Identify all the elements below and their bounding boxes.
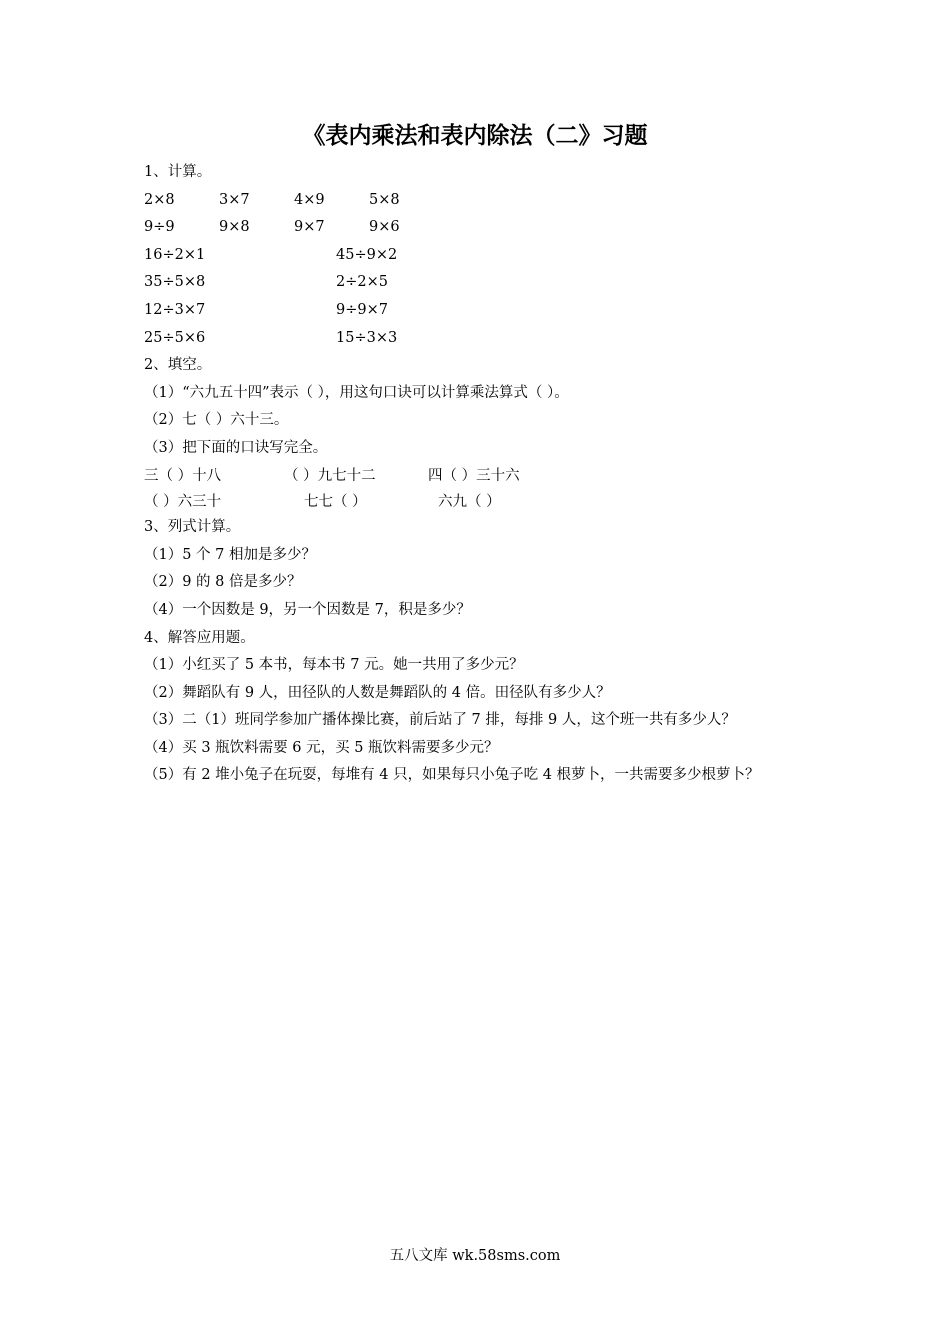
calc-item: 4×9 xyxy=(294,191,325,208)
calc-pair-row xyxy=(144,297,824,325)
calc-item: 35÷5×8 xyxy=(144,274,206,291)
calc-item: 45÷9×2 xyxy=(336,246,398,263)
page-title: 《表内乘法和表内除法（二》习题 xyxy=(302,122,648,149)
calc-pair-row xyxy=(144,325,824,353)
calc-item: 16÷2×1 xyxy=(144,246,206,263)
footer-watermark: 五八文库 wk.58sms.com xyxy=(389,1248,561,1264)
calc-item: 9×6 xyxy=(369,219,400,236)
section3-heading: 3、列式计算。 xyxy=(144,519,241,536)
mnemonic-item: （ ）九七十二 xyxy=(284,467,376,484)
calc-item: 5×8 xyxy=(369,191,400,208)
calc-pair-row xyxy=(144,242,824,270)
calc-item: 2÷2×5 xyxy=(336,274,388,291)
mnemonic-item: 六九（ ） xyxy=(438,494,501,511)
calc-item: 9÷9×7 xyxy=(336,301,388,318)
calc-item: 12÷3×7 xyxy=(144,301,206,318)
calc-item: 9×8 xyxy=(219,219,250,236)
mnemonic-row-2 xyxy=(144,490,824,514)
mnemonic-item: 三（ ）十八 xyxy=(144,467,222,484)
calc-item: 3×7 xyxy=(219,191,250,208)
calc-pair-row xyxy=(144,269,824,297)
word-problem: （1）小红买了 5 本书，每本书 7 元。她一共用了多少元？ xyxy=(144,657,524,674)
calc-item: 2×8 xyxy=(144,191,175,208)
expression-question: （1）5 个 7 相加是多少？ xyxy=(144,546,317,563)
exercise-content xyxy=(144,159,824,790)
word-problem: （3）二（1）班同学参加广播体操比赛，前后站了 7 排，每排 9 人，这个班一共有多少人？ xyxy=(144,712,736,729)
expression-question: （2）9 的 8 倍是多少？ xyxy=(144,574,302,591)
expression-question: （4）一个因数是 9，另一个因数是 7，积是多少？ xyxy=(144,601,471,618)
word-problem: （4）买 3 瓶饮料需要 6 元，买 5 瓶饮料需要多少元？ xyxy=(144,739,499,756)
mnemonic-row-1 xyxy=(144,463,824,491)
mnemonic-item: （ ）六三十 xyxy=(144,494,222,511)
fill-question: （2）七（ ）六十三。 xyxy=(144,412,289,429)
calc-row-1 xyxy=(144,187,824,215)
word-problem: （2）舞蹈队有 9 人，田径队的人数是舞蹈队的 4 倍。田径队有多少人？ xyxy=(144,684,611,701)
mnemonic-item: 四（ ）三十六 xyxy=(428,467,520,484)
calc-item: 9÷9 xyxy=(144,219,175,236)
fill-question: （3）把下面的口诀写完全。 xyxy=(144,439,328,456)
section1-heading: 1、计算。 xyxy=(144,164,212,180)
calc-row-2 xyxy=(144,214,824,242)
calc-item: 25÷5×6 xyxy=(144,329,206,346)
fill-question: （1）“六九五十四”表示（ ），用这句口诀可以计算乘法算式（ ）。 xyxy=(144,384,569,401)
section2-heading: 2、填空。 xyxy=(144,357,212,374)
calc-item: 15÷3×3 xyxy=(336,329,398,346)
section4-heading: 4、解答应用题。 xyxy=(144,629,255,646)
calc-item: 9×7 xyxy=(294,219,325,236)
word-problem: （5）有 2 堆小兔子在玩耍，每堆有 4 只，如果每只小兔子吃 4 根萝卜，一共需要多少根萝卜？ xyxy=(144,767,760,784)
mnemonic-item: 七七（ ） xyxy=(304,494,367,511)
